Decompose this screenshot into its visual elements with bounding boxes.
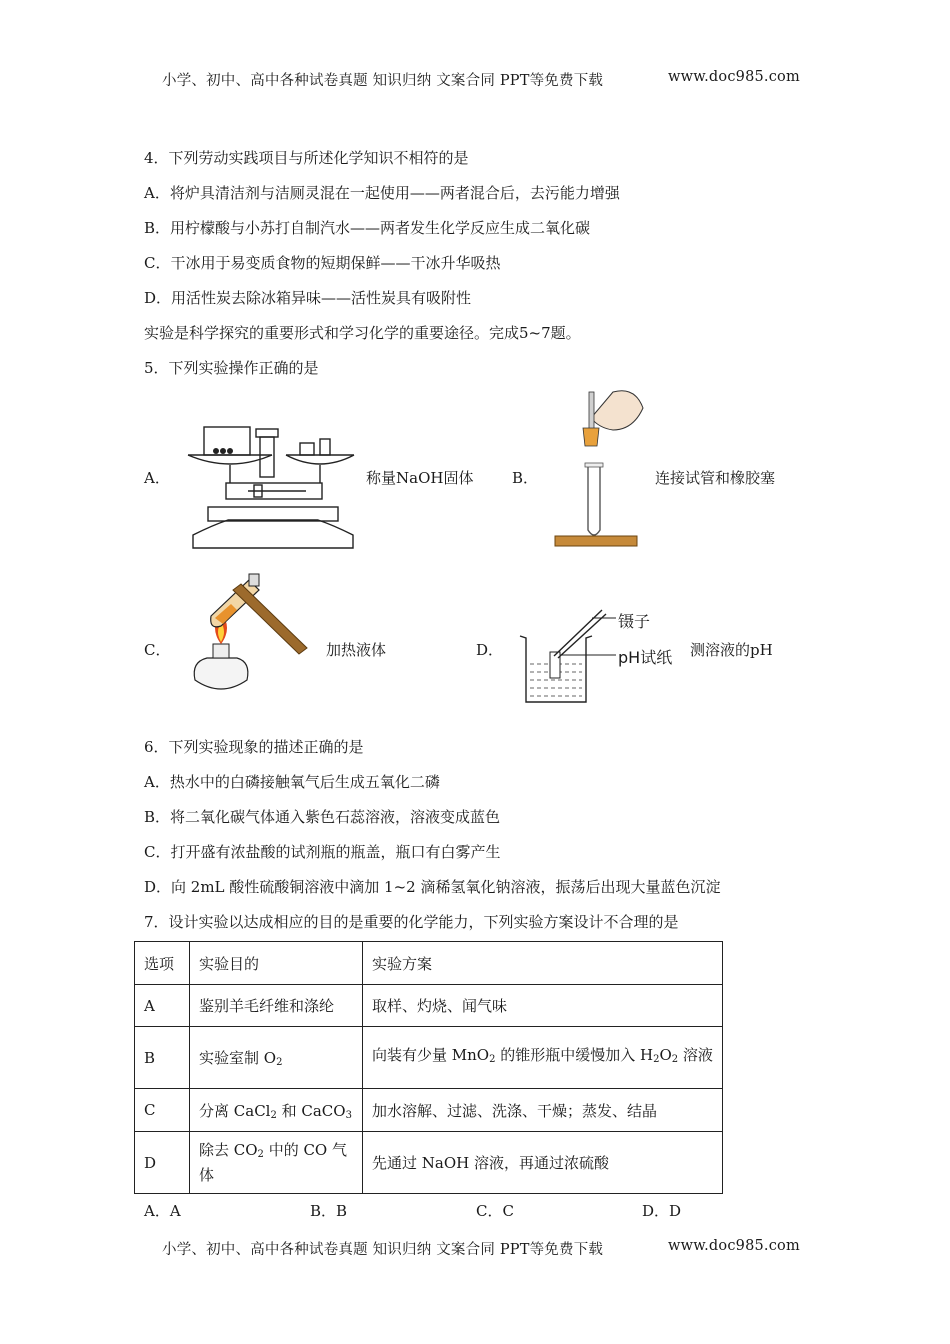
q7-answer-c: C．C xyxy=(476,1202,514,1220)
q5-stem: 5．下列实验操作正确的是 xyxy=(144,359,319,377)
q6-option-a: A．热水中的白磷接触氧气后生成五氧化二磷 xyxy=(144,773,440,791)
row-a-plan: 取样、灼烧、闻气味 xyxy=(363,985,723,1027)
q5-letter-a: A． xyxy=(144,469,170,487)
table-row xyxy=(135,1132,723,1194)
q6-stem: 6．下列实验现象的描述正确的是 xyxy=(144,738,364,756)
balance-scale-illustration xyxy=(188,415,358,550)
q4-option-d: D．用活性炭去除冰箱异味——活性炭具有吸附性 xyxy=(144,289,472,307)
q5-caption-c: 加热液体 xyxy=(326,641,387,659)
table-header-row xyxy=(135,942,723,985)
q4-option-b: B．用柠檬酸与小苏打自制汽水——两者发生化学反应生成二氧化碳 xyxy=(144,219,591,237)
q7-answer-a: A．A xyxy=(144,1202,181,1220)
q7-answer-d: D．D xyxy=(642,1202,682,1220)
test-tube-stopper-illustration xyxy=(555,388,645,550)
table-row xyxy=(135,985,723,1027)
q4-option-c: C．干冰用于易变质食物的短期保鲜——干冰升华吸热 xyxy=(144,254,501,272)
section-intro: 实验是科学探究的重要形式和学习化学的重要途径。完成5~7题。 xyxy=(144,324,581,342)
header-plan: 实验方案 xyxy=(363,942,723,985)
header-ad-text: 小学、初中、高中各种试卷真题 知识归纳 文案合同 PPT等免费下载 xyxy=(162,73,604,89)
row-c-plan: 加水溶解、过滤、洗涤、干燥；蒸发、结晶 xyxy=(363,1089,723,1132)
q5-letter-b: B． xyxy=(512,469,539,487)
ph-measure-illustration xyxy=(516,608,606,706)
header-url: www.doc985.com xyxy=(668,69,800,85)
q7-stem: 7．设计实验以达成相应的目的是重要的化学能力，下列实验方案设计不合理的是 xyxy=(144,913,679,931)
footer-url: www.doc985.com xyxy=(668,1238,800,1254)
row-d-plan: 先通过 NaOH 溶液，再通过浓硫酸 xyxy=(363,1132,723,1194)
row-b-goal: 实验室制 $O_2$ xyxy=(190,1027,363,1089)
footer-ad-text: 小学、初中、高中各种试卷真题 知识归纳 文案合同 PPT等免费下载 xyxy=(162,1242,604,1258)
row-c-goal: 分离 CaCl$_2$ 和 CaCO$_3$ xyxy=(190,1089,363,1132)
q5-caption-b: 连接试管和橡胶塞 xyxy=(655,469,776,487)
q6-option-b: B．将二氧化碳气体通入紫色石蕊溶液，溶液变成蓝色 xyxy=(144,808,501,826)
q4-option-a: A．将炉具清洁剂与洁厕灵混在一起使用——两者混合后，去污能力增强 xyxy=(144,184,620,202)
q5-caption-d: 测溶液的pH xyxy=(690,641,773,659)
q7-answer-b: B．B xyxy=(310,1202,348,1220)
table-row xyxy=(135,1027,723,1089)
q6-option-c: C．打开盛有浓盐酸的试剂瓶的瓶盖，瓶口有白雾产生 xyxy=(144,843,501,861)
row-b-plan: 向装有少量 MnO$_2$ 的锥形瓶中缓慢加入 $H_2O_2$ 溶液 xyxy=(363,1027,723,1089)
tweezers-label: 镊子 xyxy=(618,612,651,631)
header-option: 选项 xyxy=(135,942,190,985)
row-b-option: B xyxy=(135,1027,190,1089)
experiment-plan-table xyxy=(134,941,723,1194)
row-d-goal: 除去 $CO_2$ 中的 CO 气体 xyxy=(190,1132,363,1194)
ph-paper-label: pH试纸 xyxy=(618,648,673,667)
row-d-option: D xyxy=(135,1132,190,1194)
q6-option-d: D．向 2mL 酸性硫酸铜溶液中滴加 1~2 滴稀氢氧化钠溶液，振荡后出现大量蓝色沉淀 xyxy=(144,878,721,896)
heating-liquid-illustration xyxy=(185,572,310,704)
q5-letter-d: D． xyxy=(476,641,504,659)
q5-caption-a: 称量NaOH固体 xyxy=(366,469,474,487)
q5-letter-c: C． xyxy=(144,641,171,659)
table-row xyxy=(135,1089,723,1132)
row-a-option: A xyxy=(135,985,190,1027)
header-goal: 实验目的 xyxy=(190,942,363,985)
q4-stem: 4．下列劳动实践项目与所述化学知识不相符的是 xyxy=(144,149,469,167)
row-c-option: C xyxy=(135,1089,190,1132)
row-a-goal: 鉴别羊毛纤维和涤纶 xyxy=(190,985,363,1027)
